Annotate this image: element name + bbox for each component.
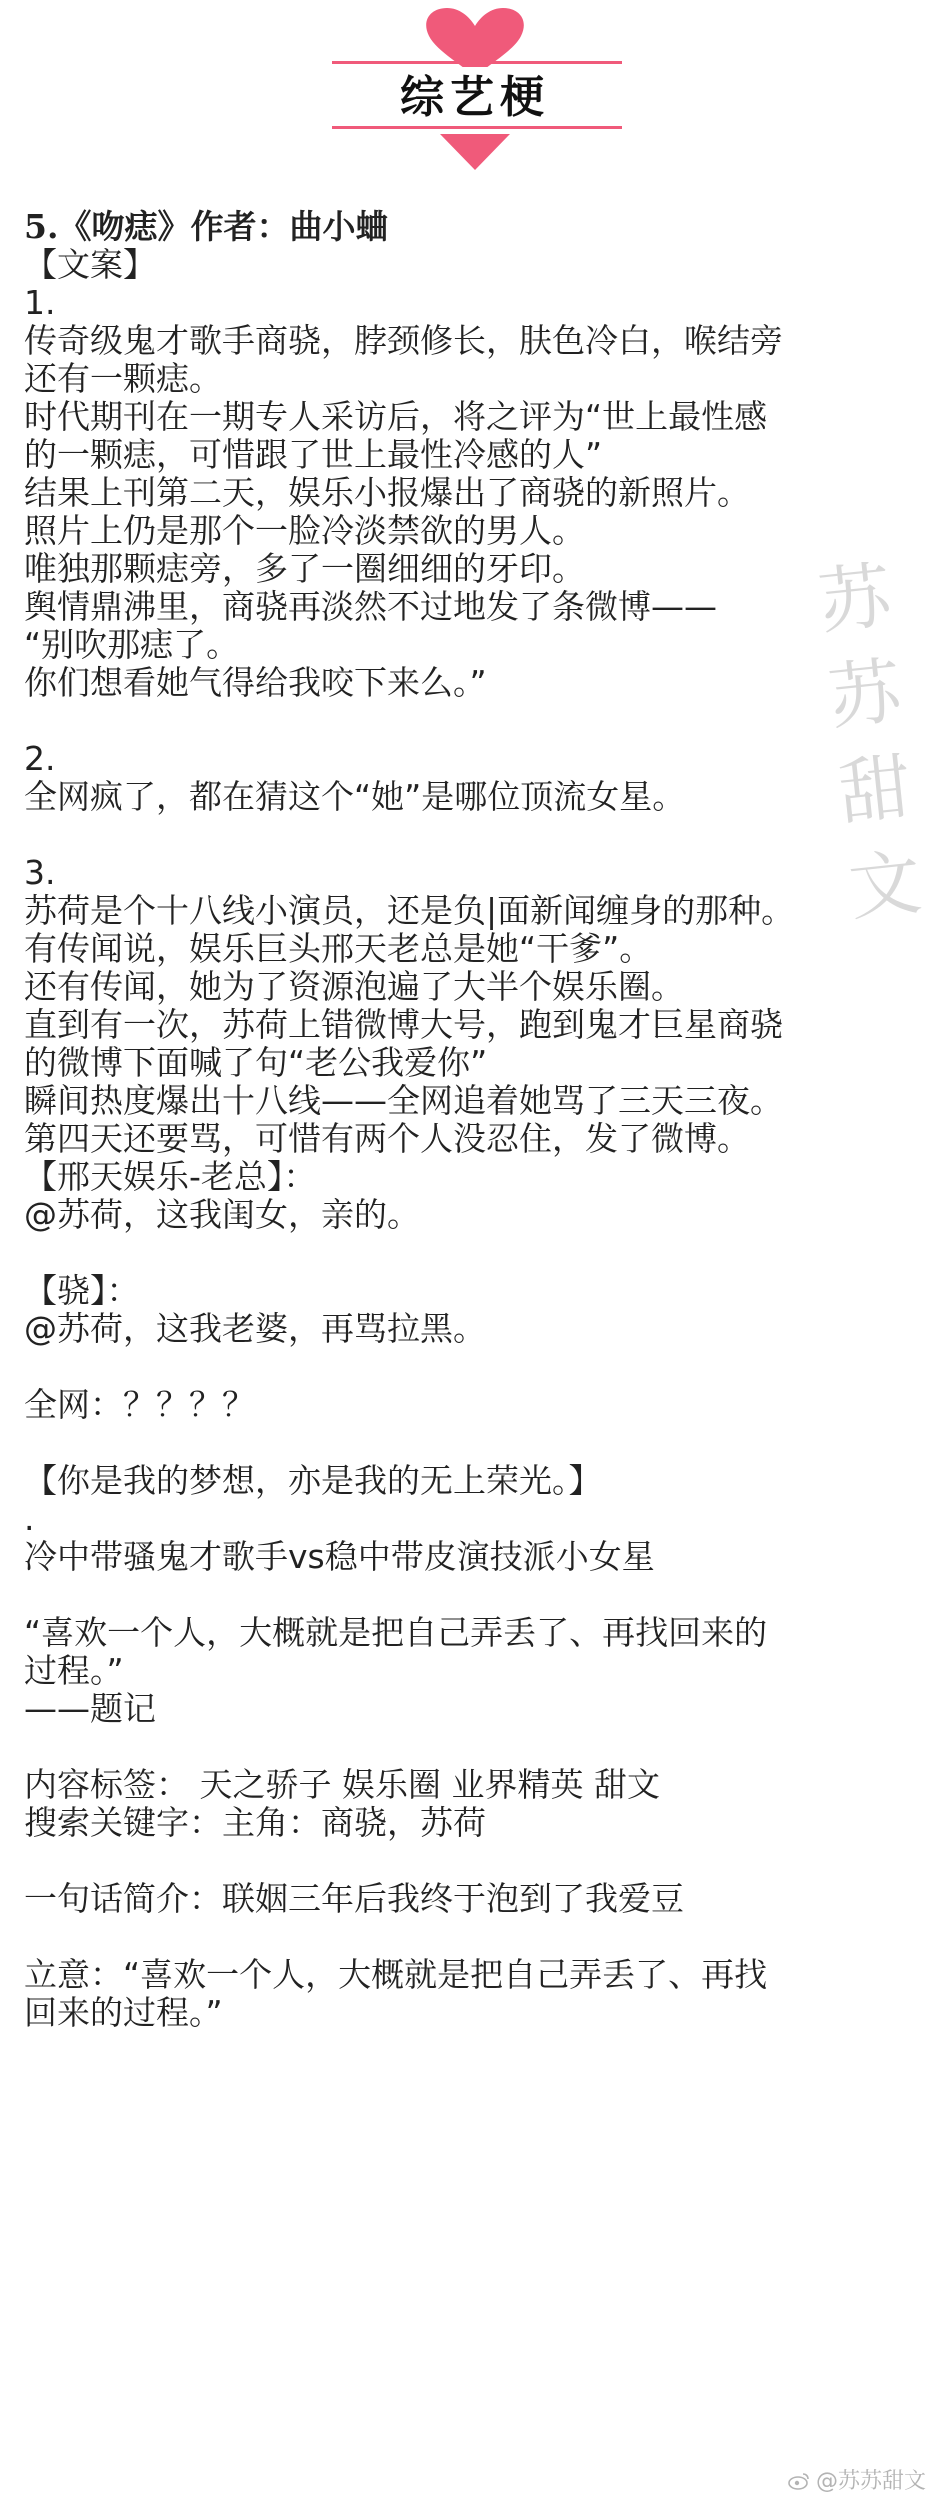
header-top-rule: [332, 61, 622, 64]
text-line: 传奇级鬼才歌手商骁，脖颈修长，肤色冷白，喉结旁: [24, 321, 783, 360]
text-line: 2.: [24, 739, 56, 778]
text-line: 一句话简介：联姻三年后我终于泡到了我爱豆: [24, 1879, 684, 1918]
text-line: 还有一颗痣。: [24, 359, 222, 398]
text-line: 结果上刊第二天，娱乐小报爆出了商骁的新照片。: [24, 473, 750, 512]
footer-watermark-text: @苏苏甜文: [815, 2469, 926, 2494]
text-line: 全网疯了，都在猜这个“她”是哪位顶流女星。: [24, 777, 686, 816]
text-line: 1.: [24, 283, 56, 322]
text-line: @苏荷，这我老婆，再骂拉黑。: [24, 1309, 486, 1348]
footer-watermark: [788, 2464, 926, 2495]
article-body: [24, 208, 936, 2032]
blank-line: [24, 1918, 936, 1956]
blank-line: [24, 702, 936, 740]
watermark-char: 甜: [834, 744, 916, 836]
text-line: 回来的过程。”: [24, 1993, 223, 2032]
text-line: @苏荷，这我闺女，亲的。: [24, 1195, 420, 1234]
text-line: ——题记: [24, 1689, 156, 1728]
header-banner: [0, 0, 950, 175]
blank-line: [24, 1576, 936, 1614]
text-line: 瞬间热度爆出十八线——全网追着她骂了三天三夜。: [24, 1081, 783, 1120]
text-line: 照片上仍是那个一脸冷淡禁欲的男人。: [24, 511, 585, 550]
text-line: 【你是我的梦想，亦是我的无上荣光。】: [24, 1461, 602, 1500]
watermark-char: 苏: [824, 648, 906, 740]
text-line: 有传闻说，娱乐巨头邢天老总是她“干爹”。: [24, 929, 653, 968]
header-bottom-rule: [332, 126, 622, 129]
text-line: 【文案】: [24, 245, 156, 284]
text-line: 过程。”: [24, 1651, 124, 1690]
text-line: 你们想看她气得给我咬下来么。”: [24, 663, 487, 702]
text-line: 舆情鼎沸里，商骁再淡然不过地发了条微博——: [24, 587, 717, 626]
text-line: .: [24, 1499, 35, 1538]
text-line: 还有传闻，她为了资源泡遍了大半个娱乐圈。: [24, 967, 684, 1006]
text-line: 【骁】：: [24, 1271, 140, 1310]
text-line: 时代期刊在一期专人采访后，将之评为“世上最性感: [24, 397, 768, 436]
blank-line: [24, 1842, 936, 1880]
text-line: 【邢天娱乐-老总】：: [24, 1157, 317, 1196]
blank-line: [24, 1348, 936, 1386]
text-line: 直到有一次，苏荷上错微博大号，跑到鬼才巨星商骁: [24, 1005, 783, 1044]
pointer-triangle-icon: [440, 134, 510, 170]
text-line: 3.: [24, 853, 56, 892]
header-title: 综艺梗: [400, 72, 550, 123]
blank-line: [24, 1424, 936, 1462]
text-line: 的微博下面喊了句“老公我爱你”: [24, 1043, 488, 1082]
blank-line: [24, 1728, 936, 1766]
book-title-line: 5.《吻痣》作者：曲小蛐: [24, 207, 389, 246]
text-line: 搜索关键字：主角：商骁，苏荷: [24, 1803, 486, 1842]
text-line: 第四天还要骂，可惜有两个人没忍住，发了微博。: [24, 1119, 750, 1158]
watermark-char: 文: [844, 839, 926, 931]
text-line: 内容标签： 天之骄子 娱乐圈 业界精英 甜文: [24, 1765, 660, 1804]
watermark-char: 苏: [814, 553, 896, 645]
text-line: 全网：？？？？: [24, 1385, 255, 1424]
text-line: “别吹那痣了。: [24, 625, 240, 664]
text-line: “喜欢一个人，大概就是把自己弄丢了、再找回来的: [24, 1613, 768, 1652]
text-line: 冷中带骚鬼才歌手vs稳中带皮演技派小女星: [24, 1537, 655, 1576]
text-line: 苏荷是个十八线小演员，还是负|面新闻缠身的那种。: [24, 891, 795, 930]
text-line: 立意：“喜欢一个人，大概就是把自己弄丢了、再找: [24, 1955, 768, 1994]
text-line: 的一颗痣，可惜跟了世上最性冷感的人”: [24, 435, 603, 474]
blank-line: [24, 816, 936, 854]
blank-line: [24, 1234, 936, 1272]
weibo-icon: [788, 2472, 810, 2490]
text-line: 唯独那颗痣旁，多了一圈细细的牙印。: [24, 549, 585, 588]
